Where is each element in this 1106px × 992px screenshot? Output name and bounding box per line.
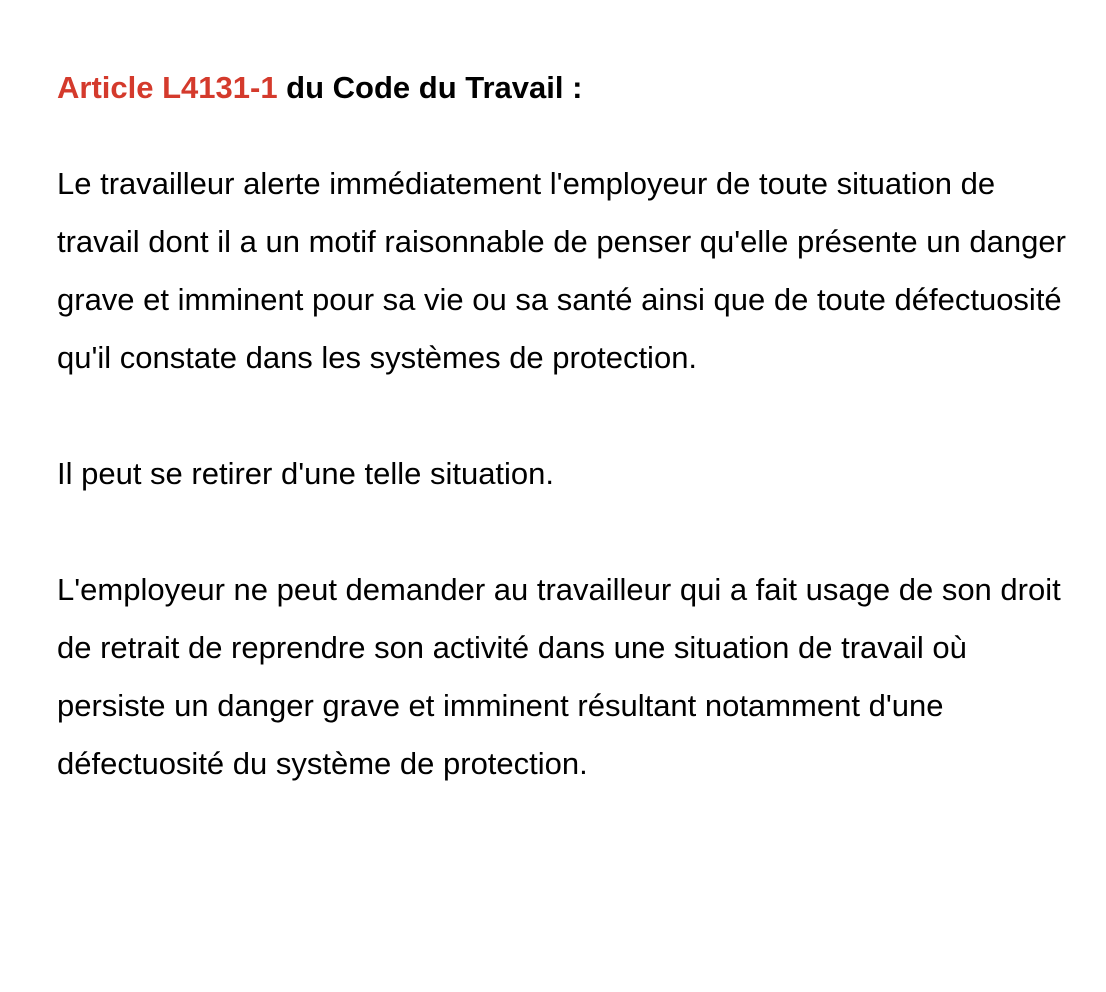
article-heading-rest: du Code du Travail : — [277, 70, 583, 105]
paragraph-worker-alert: Le travailleur alerte immédiatement l'employeur de toute situation de travail dont il a un motif raisonnable de penser qu'elle présente un danger grave et imminent pour sa vie ou sa santé ainsi que de toute défectuosité qu'il constate dans les systèmes de protection. — [57, 166, 1066, 375]
article-heading — [57, 68, 1067, 108]
article-reference-link[interactable]: Article L4131-1 — [57, 70, 278, 105]
paragraph-employer-restriction: L'employeur ne peut demander au travailleur qui a fait usage de son droit de retrait de reprendre son activité dans une situation de travail où persiste un danger grave et imminent résultant notamment d'une défectuosité du système de protection. — [57, 572, 1061, 781]
paragraph-right-to-withdraw: Il peut se retirer d'une telle situation. — [57, 456, 555, 491]
article-text-block — [57, 68, 1067, 793]
